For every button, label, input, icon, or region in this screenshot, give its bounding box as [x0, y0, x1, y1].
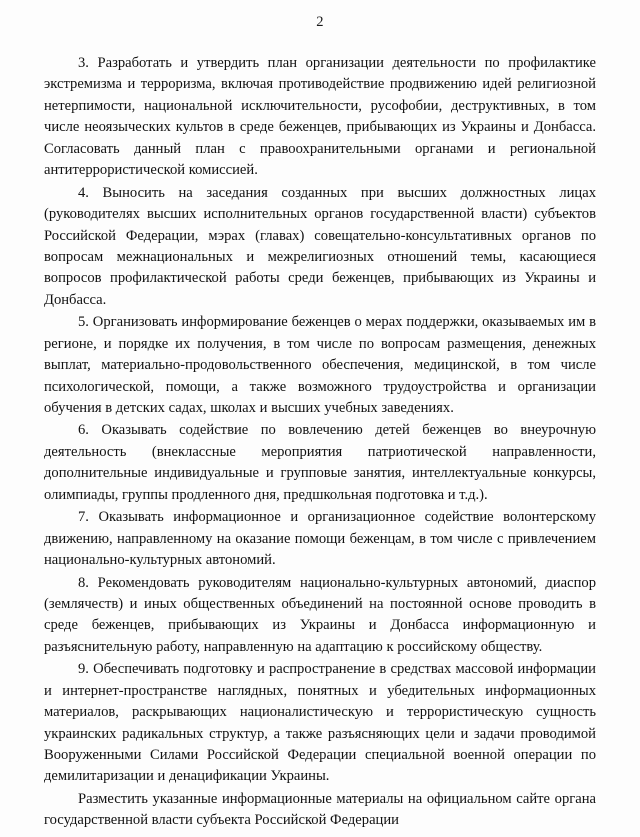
paragraph: 7. Оказывать информационное и организационное содействие волонтерскому движению, направленному на оказание помощи беженцам, в том числе с привлечением национально-культурных автономий.: [44, 509, 596, 569]
paragraph: 9. Обеспечивать подготовку и распространение в средствах массовой информации и интернет-пространстве наглядных, понятных и убедительных информационных материалов, раскрывающих националистическую и террористическую сущность украинских радикальных структур, а также разъясняющих цели и задачи проводимой Вооруженными Силами Российской Федерации специальной военной операции по демилитаризации и денацификации Украины.: [44, 661, 596, 785]
paragraph: 8. Рекомендовать руководителям национально-культурных автономий, диаспор (землячеств) и иных общественных объединений на постоянной основе проводить в среде беженцев, прибывающих из Украины и Донбасса информационную и разъяснительную работу, направленную на адаптацию к российскому обществу.: [44, 574, 596, 655]
paragraph: Разместить указанные информационные материалы на официальном сайте органа государственной власти субъекта Российской Федерации: [44, 790, 596, 829]
document-body: [44, 53, 596, 832]
page-number: 2: [316, 14, 324, 30]
paragraph: 4. Выносить на заседания созданных при высших должностных лицах (руководителях высших исполнительных органов государственной власти) субъектов Российской Федерации, мэрах (главах) совещательно-консультативных органов по вопросам межнациональных и межрелигиозных отношений темы, касающиеся вопросов профилактической работы среди беженцев, прибывающих из Украины и Донбасса.: [44, 184, 596, 308]
paragraph: 3. Разработать и утвердить план организации деятельности по профилактике экстремизма и терроризма, включая противодействие продвижению идей религиозной нетерпимости, национальной исключительности, русофобии, деструктивных, в том числе неоязыческих культов в среде беженцев, прибывающих из Украины и Донбасса. Согласовать данный план с правоохранительными органами и региональной антитеррористической комиссией.: [44, 55, 596, 179]
paragraph: 5. Организовать информирование беженцев о мерах поддержки, оказываемых им в регионе, и порядке их получения, в том числе по вопросам размещения, денежных выплат, материально-продовольственного обеспечения, медицинской, в том числе психологической, помощи, а также возможного трудоустройства и организации обучения в детских садах, школах и высших учебных заведениях.: [44, 314, 596, 416]
paragraph: 6. Оказывать содействие по вовлечению детей беженцев во внеурочную деятельность (внеклассные мероприятия патриотической направленности, дополнительные индивидуальные и групповые занятия, интеллектуальные конкурсы, олимпиады, группы продленного дня, предшкольная подготовка и т.д.).: [44, 422, 596, 503]
